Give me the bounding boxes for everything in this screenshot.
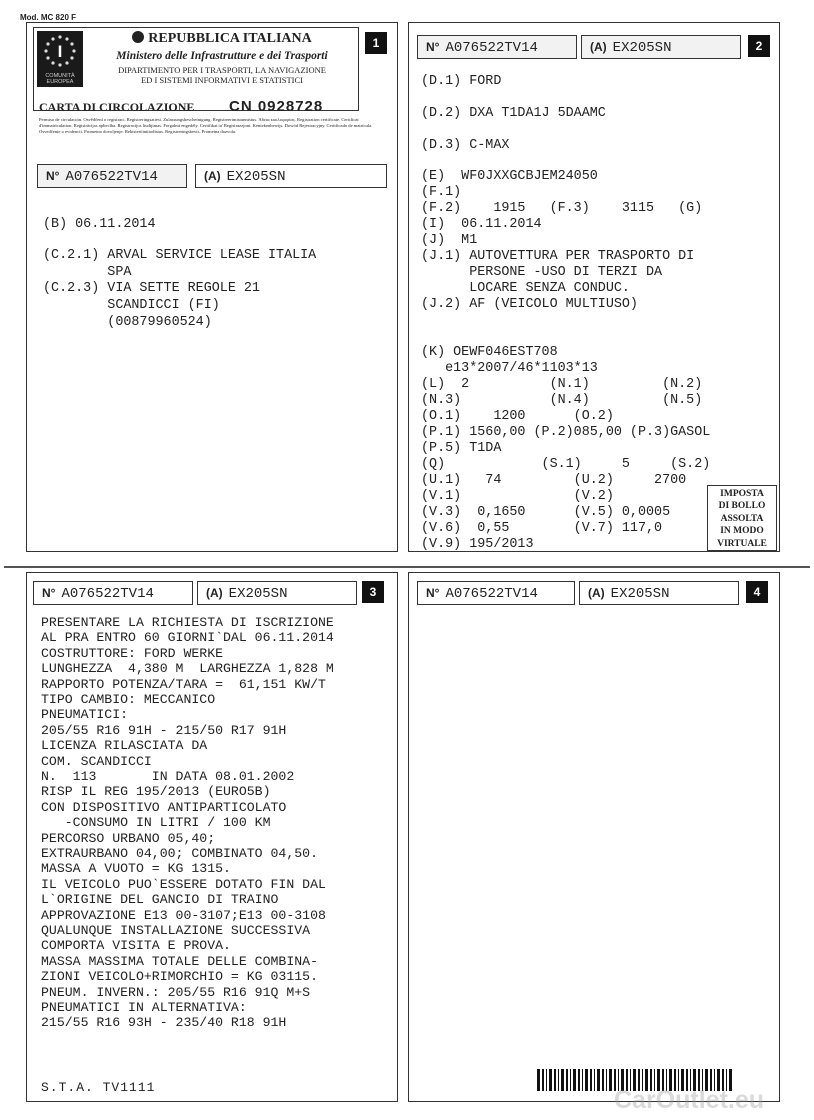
panel-2-line: (D.1) FORD (421, 74, 502, 89)
barcode-bar (566, 1069, 568, 1091)
barcode-bar (537, 1069, 540, 1091)
no-label: N° (46, 169, 60, 183)
panel-2-line: LOCARE SENZA CONDUC. (421, 281, 630, 296)
a-label: (A) (204, 169, 221, 183)
panel-3-line: CON DISPOSITIVO ANTIPARTICOLATO (41, 799, 287, 815)
panel-2-line: (E) WF0JXXGCBJEM24050 (421, 169, 598, 184)
reg-number-box (33, 581, 193, 605)
a-label: (A) (588, 586, 605, 600)
panel-3-line: TIPO CAMBIO: MECCANICO (41, 692, 216, 707)
doc-title: CARTA DI CIRCOLAZIONE (39, 100, 195, 114)
stamp-line: IN MODO (720, 526, 764, 537)
republic-title: REPUBBLICA ITALIANA (86, 31, 358, 47)
department-line-1: DIPARTIMENTO PER I TRASPORTI, LA NAVIGAZIONE (118, 65, 326, 75)
reg-number-box (417, 581, 575, 605)
panel-2-line: (J) M1 (421, 233, 478, 248)
plate-box (195, 164, 387, 188)
barcode-bar (546, 1069, 547, 1091)
panel-2-line: (Q) (S.1) 5 (S.2) (421, 457, 711, 472)
panel-3-line: QUALUNQUE INSTALLAZIONE SUCCESSIVA (41, 923, 311, 938)
panel-2-line: (V.3) 0,1650 (V.5) 0,0005 (421, 505, 671, 520)
panel-2-line: e13*2007/46*1103*13 (421, 361, 598, 376)
barcode-bar (609, 1069, 612, 1091)
panel-3-line: COM. SCANDICCI (41, 753, 152, 769)
panel-3-line: PNEUMATICI: (41, 707, 129, 723)
department-line-2: ED I SISTEMI INFORMATIVI E STATISTICI (141, 75, 303, 85)
panel-2-line: (D.2) DXA T1DA1J 5DAAMC (421, 106, 606, 121)
panel-3-line: 205/55 R16 91H - 215/50 R17 91H (41, 722, 287, 738)
panel-3-line: LICENZA RILASCIATA DA (41, 738, 208, 754)
form-code: Mod. MC 820 F (20, 13, 77, 22)
page-number-3: 3 (362, 581, 384, 603)
page-number-4: 4 (746, 581, 768, 603)
multilang-text: Permiso de circulación. Osvědčení o registraci. Registreringsattest. Zulassungsbescheinigung. Registreerimistunnistus. Άδεια κυκλοφορίας. Registration certificate. Certificat d'immatriculation. Reģistrācijas apliecība. Registracijos liudijimas. Forgalmi engedély. Certifikat ta' Registrazzjoni. Kentekenbewijs. Dowód Rejestracyjny. Certificado de matrícula. Osvedčenie o evidencii. Prometno dovoljenje. Rekisteröintitodistus. Registreringsbevis. Prometna dozvola. (39, 117, 373, 134)
panel-3-line: IL VEICOLO PUO`ESSERE DOTATO FIN DAL (41, 876, 326, 892)
panel-2-line: (J.2) AF (VEICOLO MULTIUSO) (421, 297, 638, 312)
panel-2-line: (U.1) 74 (U.2) 2700 (421, 473, 687, 488)
panel-2-line: (J.1) AUTOVETTURA PER TRASPORTO DI (421, 249, 695, 264)
panel-1 (26, 22, 398, 552)
barcode-bar (558, 1069, 559, 1091)
reg-number-box (417, 35, 577, 59)
page-number-2: 2 (748, 35, 770, 57)
stamp-line: IMPOSTA (720, 489, 764, 499)
panel-3-line: 215/55 R16 93H - 235/40 R18 91H (41, 1015, 287, 1031)
barcode-bar (542, 1069, 544, 1091)
barcode-bar (573, 1069, 576, 1091)
barcode-bar (554, 1069, 556, 1091)
stamp-line: VIRTUALE (717, 538, 767, 549)
panel-2 (408, 22, 780, 552)
panel-3-line: N. 113 IN DATA 08.01.2002 (41, 769, 295, 784)
emblem-icon (132, 31, 144, 43)
panel-2-line: (N.3) (N.4) (N.5) (421, 393, 703, 408)
panel-3-line: -CONSUMO IN LITRI / 100 KM (41, 815, 271, 831)
plate-box (581, 35, 741, 59)
eu-label: COMUNITÀ EUROPEA (45, 73, 75, 85)
panel-1-line: SPA (43, 265, 132, 280)
panel-1-line: (C.2.1) ARVAL SERVICE LEASE ITALIA (43, 248, 317, 263)
reg-number: A076522TV14 (65, 169, 158, 185)
plate-box (197, 581, 357, 605)
panel-3-line: PNEUM. INVERN.: 205/55 R16 91Q M+S (41, 984, 311, 1000)
panel-2-line: (F.2) 1915 (F.3) 3115 (G) (421, 201, 703, 216)
reg-number: A076522TV14 (445, 40, 538, 56)
panel-3-line: EXTRAURBANO 04,00; COMBINATO 04,50. (41, 846, 318, 861)
stamp-box (707, 485, 777, 551)
barcode-bar (561, 1069, 564, 1091)
plate-number: EX205SN (226, 169, 286, 185)
panel-3-line: L`ORIGINE DEL GANCIO DI TRAINO (41, 892, 279, 908)
panel-3-line: COSTRUTTORE: FORD WERKE (41, 645, 224, 661)
panel-1-line: (C.2.3) VIA SETTE REGOLE 21 (43, 281, 260, 296)
panel-1-line: (00879960524) (43, 315, 212, 330)
panel-3-line: PERCORSO URBANO 05,40; (41, 830, 216, 846)
no-label: N° (42, 586, 56, 600)
panel-3-line: RISP IL REG 195/2013 (EURO5B) (41, 784, 271, 800)
panel-2-line: (L) 2 (N.1) (N.2) (421, 377, 703, 392)
panel-2-line: (D.3) C-MAX (421, 138, 510, 153)
barcode-bar (570, 1069, 571, 1091)
panel-2-line: (V.1) (V.2) (421, 489, 614, 504)
panel-2-line: (K) OEWF046EST708 (421, 345, 558, 360)
panel-3-line: PRESENTARE LA RICHIESTA DI ISCRIZIONE (41, 615, 334, 630)
reg-number-box (37, 164, 187, 188)
panel-3-line: COMPORTA VISITA E PROVA. (41, 938, 231, 954)
barcode-bar (606, 1069, 607, 1091)
panel-3-line: APPROVAZIONE E13 00-3107;E13 00-3108 (41, 907, 326, 923)
panel-3-line: PNEUMATICI IN ALTERNATIVA: (41, 1000, 247, 1015)
panel-3-line: AL PRA ENTRO 60 GIORNI`DAL 06.11.2014 (41, 630, 334, 646)
barcode-bar (585, 1069, 588, 1091)
panel-2-line: (V.9) 195/2013 (421, 537, 534, 552)
plate-box (579, 581, 739, 605)
barcode-bar (578, 1069, 580, 1091)
panel-2-line: (P.1) 1560,00 (P.2)085,00 (P.3)GASOL (421, 425, 711, 440)
eu-letter: I (57, 42, 63, 61)
ministry-name: Ministero delle Infrastrutture e dei Trasporti (116, 50, 328, 62)
a-label: (A) (206, 586, 223, 600)
panel-2-line: (F.1) (421, 185, 462, 200)
panel-2-line: (I) 06.11.2014 (421, 217, 542, 232)
panel-1-line: SCANDICCI (FI) (43, 298, 220, 313)
stamp-line: DI BOLLO (718, 501, 766, 512)
doc-number: CN 0928728 (229, 98, 324, 115)
page-number-1: 1 (365, 32, 387, 54)
panel-3-line: LUNGHEZZA 4,380 M LARGHEZZA 1,828 M (41, 661, 334, 677)
panel-2-line: (V.6) 0,55 (V.7) 117,0 (421, 521, 663, 536)
panel-1-line: (B) 06.11.2014 (43, 217, 156, 232)
barcode-bar (597, 1069, 600, 1091)
panel-3-line: MASSA MASSIMA TOTALE DELLE COMBINA- (41, 953, 318, 969)
plate-number: EX205SN (610, 586, 670, 602)
plate-number: EX205SN (612, 40, 672, 56)
barcode-bar (549, 1069, 552, 1091)
panel-4 (408, 572, 780, 1102)
panel-2-line: PERSONE -USO DI TERZI DA (421, 265, 663, 280)
panel-2-line: (O.1) 1200 (O.2) (421, 409, 614, 424)
reg-number: A076522TV14 (445, 586, 538, 602)
barcode-bar (594, 1069, 595, 1091)
panel-2-line: (P.5) T1DA (421, 441, 502, 456)
barcode-bar (602, 1069, 604, 1091)
panel-3 (26, 572, 398, 1102)
watermark: CarOutlet.eu (614, 1086, 765, 1114)
fold-line (4, 566, 810, 568)
no-label: N° (426, 40, 440, 54)
no-label: N° (426, 586, 440, 600)
panel-3-line: RAPPORTO POTENZA/TARA = 61,151 KW/T (41, 676, 326, 692)
barcode-bar (590, 1069, 592, 1091)
panel-3-line: ZIONI VEICOLO+RIMORCHIO = KG 03115. (41, 969, 318, 985)
stamp-line: ASSOLTA (720, 513, 764, 524)
barcode-bar (582, 1069, 583, 1091)
plate-number: EX205SN (228, 586, 288, 602)
a-label: (A) (590, 40, 607, 54)
sta-footer: S.T.A. TV1111 (41, 1080, 156, 1095)
panel-3-line: MASSA A VUOTO = KG 1315. (41, 861, 231, 877)
eu-flag (37, 31, 83, 87)
reg-number: A076522TV14 (61, 586, 154, 602)
